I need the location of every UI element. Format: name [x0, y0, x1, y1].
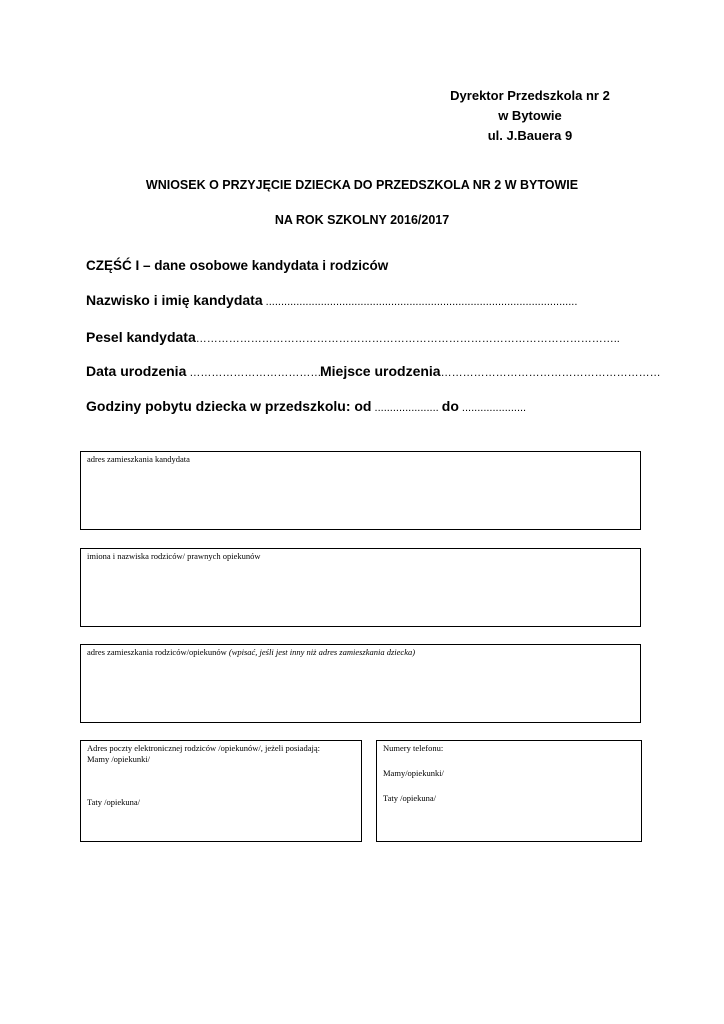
- addressee-line-1: Dyrektor Przedszkola nr 2: [450, 88, 610, 103]
- candidate-pesel-field[interactable]: [86, 329, 620, 345]
- phone-mother-label: Mamy/opiekunki/: [383, 768, 444, 778]
- attendance-hours-field[interactable]: [86, 398, 526, 414]
- addressee-line-3: ul. J.Bauera 9: [487, 128, 573, 143]
- candidate-address-label: adres zamieszkania kandydata: [87, 454, 190, 464]
- parents-names-box[interactable]: [80, 548, 641, 627]
- addressee-line-2: w Bytowie: [498, 108, 562, 123]
- section-heading: CZĘŚĆ I – dane osobowe kandydata i rodziców: [86, 258, 389, 273]
- school-year-title: NA ROK SZKOLNY 2016/2017: [274, 213, 450, 227]
- email-heading: Adres poczty elektronicznej rodziców /opiekunów/, jeżeli posiadają:: [87, 743, 320, 753]
- hours-to-label: do: [441, 398, 459, 414]
- phone-heading: Numery telefonu:: [383, 743, 444, 753]
- candidate-address-box[interactable]: [80, 451, 641, 530]
- birth-date-field[interactable]: [86, 363, 321, 379]
- email-box[interactable]: [80, 740, 362, 842]
- email-father-label: Taty /opiekuna/: [87, 797, 140, 807]
- attendance-hours-label: Godziny pobytu dziecka w przedszkolu: od: [86, 398, 372, 414]
- birth-place-label: Miejsce urodzenia: [320, 363, 441, 379]
- candidate-name-label: Nazwisko i imię kandydata: [86, 292, 263, 308]
- phone-father-label: Taty /opiekuna/: [383, 793, 436, 803]
- candidate-name-dots[interactable]: ......................................................................................................: [262, 296, 578, 308]
- addressee-block: [430, 86, 630, 146]
- candidate-name-field[interactable]: [86, 292, 577, 308]
- parents-address-note: (wpisać, jeśli jest inny niż adres zamieszkania dziecka): [228, 647, 416, 657]
- birth-place-dots[interactable]: ……………………………………………………: [440, 367, 661, 379]
- birth-date-dots[interactable]: ………………………………: [186, 367, 322, 379]
- candidate-pesel-dots[interactable]: ……………………………………………………………………………………………………..: [195, 333, 620, 345]
- parents-address-box[interactable]: [80, 644, 641, 723]
- document-title: WNIOSEK O PRZYJĘCIE DZIECKA DO PRZEDSZKOLA NR 2 W BYTOWIE: [145, 178, 579, 192]
- phone-box[interactable]: [376, 740, 642, 842]
- hours-from-dots[interactable]: .....................: [371, 402, 442, 414]
- birth-date-label: Data urodzenia: [86, 363, 187, 379]
- hours-to-dots[interactable]: .....................: [458, 402, 527, 414]
- email-mother-label: Mamy /opiekunki/: [87, 754, 151, 764]
- parents-names-label: imiona i nazwiska rodziców/ prawnych opiekunów: [87, 551, 261, 561]
- candidate-pesel-label: Pesel kandydata: [86, 329, 196, 345]
- birth-place-field[interactable]: [320, 363, 661, 379]
- parents-address-label: adres zamieszkania rodziców/opiekunów: [87, 647, 227, 657]
